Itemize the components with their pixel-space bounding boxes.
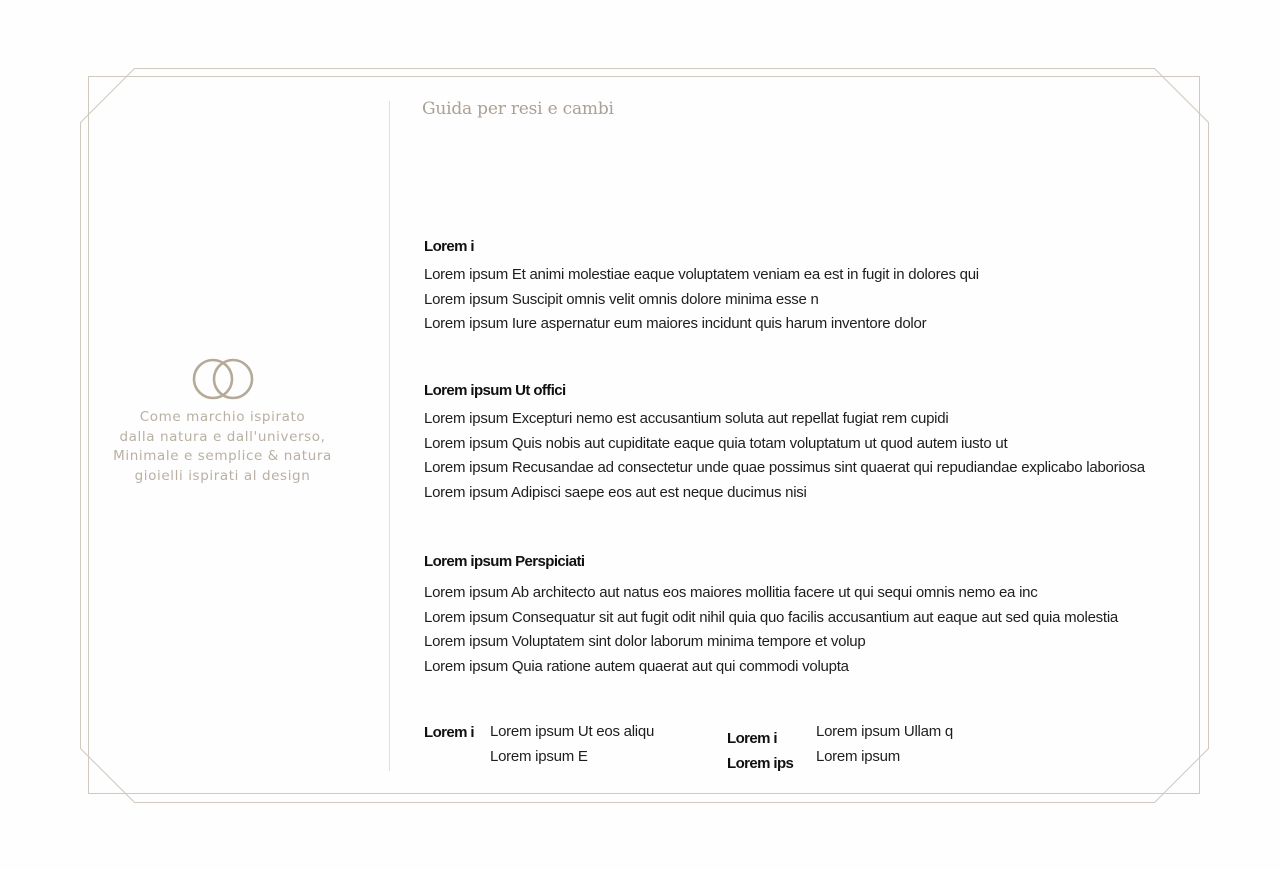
footer-line: Lorem ipsum Ullam q	[816, 723, 953, 740]
tagline-line: dalla natura e dall'universo,	[119, 428, 326, 445]
tagline-line: Minimale e semplice & natura	[113, 448, 332, 464]
footer-left-text	[490, 720, 654, 769]
section-3	[424, 553, 1184, 679]
tagline-line: Come marchio ispirato	[139, 409, 306, 425]
section-heading: Lorem i	[424, 238, 474, 255]
section-heading: Lorem ipsum Ut offici	[424, 382, 566, 399]
section-line: Lorem ipsum Quia ratione autem quaerat aut qui commodi volupta	[424, 657, 849, 675]
section-line: Lorem ipsum Recusandae ad consectetur unde quae possimus sint quaerat qui repudiandae explicabo laboriosa	[424, 459, 1145, 476]
footer-line: Lorem ipsum	[816, 747, 900, 765]
section-line: Lorem ipsum Et animi molestiae eaque voluptatem veniam ea est in fugit in dolores qui	[424, 266, 979, 283]
footer-right-labels	[727, 727, 793, 776]
footer-line: Lorem ipsum Ut eos aliqu	[490, 723, 655, 740]
section-line: Lorem ipsum Suscipit omnis velit omnis dolore minima esse n	[424, 290, 819, 308]
brand-tagline	[110, 408, 335, 486]
footer-line: Lorem ipsum E	[490, 747, 588, 765]
section-heading: Lorem ipsum Perspiciati	[424, 553, 585, 570]
section-line: Lorem ipsum Quis nobis aut cupiditate eaque quia totam voluptatum ut quod autem iusto ut	[424, 434, 1008, 452]
section-line: Lorem ipsum Adipisci saepe eos aut est neque ducimus nisi	[424, 483, 807, 501]
footer-right-text	[816, 720, 953, 769]
section-line: Lorem ipsum Iure aspernatur eum maiores incidunt quis harum inventore dolor	[424, 315, 927, 332]
section-1	[424, 238, 1184, 337]
section-line: Lorem ipsum Ab architecto aut natus eos maiores mollitia facere ut qui sequi omnis nemo ea inc	[424, 584, 1038, 601]
interlocked-rings-icon	[187, 356, 259, 402]
section-line: Lorem ipsum Voluptatem sint dolor laborum minima tempore et volup	[424, 633, 866, 650]
tagline-line: gioielli ispirati al design	[134, 467, 311, 484]
brand-block	[110, 356, 335, 486]
page-title: Guida per resi e cambi	[422, 99, 614, 119]
section-2	[424, 382, 1184, 505]
section-line: Lorem ipsum Excepturi nemo est accusantium soluta aut repellat fugiat rem cupidi	[424, 410, 949, 427]
section-line: Lorem ipsum Consequatur sit aut fugit odit nihil quia quo facilis accusantium aut eaque aut sed quia molestia	[424, 608, 1119, 626]
footer-label: Lorem i	[727, 730, 777, 747]
vertical-divider	[389, 101, 390, 771]
footer-left-label: Lorem i	[424, 724, 474, 741]
footer-label: Lorem ips	[727, 754, 794, 772]
